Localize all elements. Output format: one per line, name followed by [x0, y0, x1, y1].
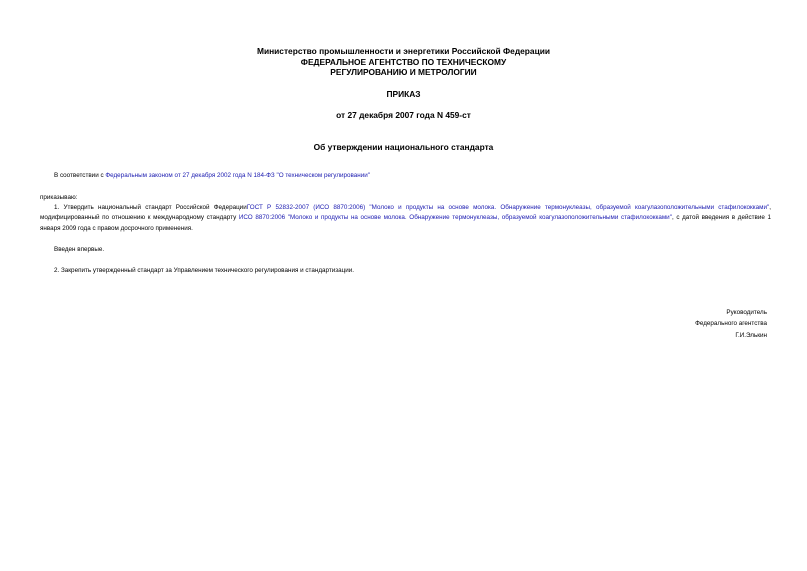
item2-paragraph: 2. Закрепить утвержденный стандарт за Управлением технического регулирования и стандартизации. [54, 267, 355, 274]
item1-suffix: , с датой введения в действие 1 января 2009 года с правом досрочного применения. [40, 214, 771, 232]
item1-prefix: 1. Утвердить национальный стандарт Российской Федерации [54, 204, 247, 211]
item1-mid: , модифицированный по отношению к международному стандарту [40, 204, 772, 222]
federal-law-link[interactable]: Федеральным законом от 27 декабря 2002 года N 184-ФЗ "О техническом регулировании" [105, 172, 371, 179]
agency-name-line2: РЕГУЛИРОВАНИЮ И МЕТРОЛОГИИ [330, 67, 477, 77]
gost-link[interactable]: ГОСТ Р 52832-2007 (ИСО 8870:2006) "Молоко и продукты на основе молока. Обнаружение термонуклеазы, образуемой коагулазоположительными стафилококками" [246, 204, 770, 211]
signature-block [695, 307, 767, 341]
introduced-note: Введен впервые. [54, 246, 105, 253]
ministry-name: Министерство промышленности и энергетики Российской Федерации [256, 46, 551, 56]
signature-name: Г.И.Элькин [735, 331, 767, 339]
doc-title: Об утверждении национального стандарта [313, 142, 494, 152]
intro-paragraph [54, 171, 774, 181]
iso-link[interactable]: ИСО 8870:2006 "Молоко и продукты на основе молока. Обнаружение термонуклеазы, образуемой коагулазоположительными стафилококками" [238, 214, 672, 222]
signature-position-line1: Руководитель [726, 309, 767, 316]
agency-name-line1: ФЕДЕРАЛЬНОЕ АГЕНТСТВО ПО ТЕХНИЧЕСКОМУ [300, 56, 507, 67]
signature-position-line2: Федерального агентства [695, 320, 767, 328]
doc-date: от 27 декабря 2007 года N 459-ст [336, 110, 471, 120]
doc-type: ПРИКАЗ [386, 89, 421, 99]
order-word: приказываю: [40, 194, 78, 201]
item1-paragraph [40, 203, 771, 234]
header-block [0, 46, 807, 78]
intro-prefix: В соответствии с [54, 172, 106, 179]
